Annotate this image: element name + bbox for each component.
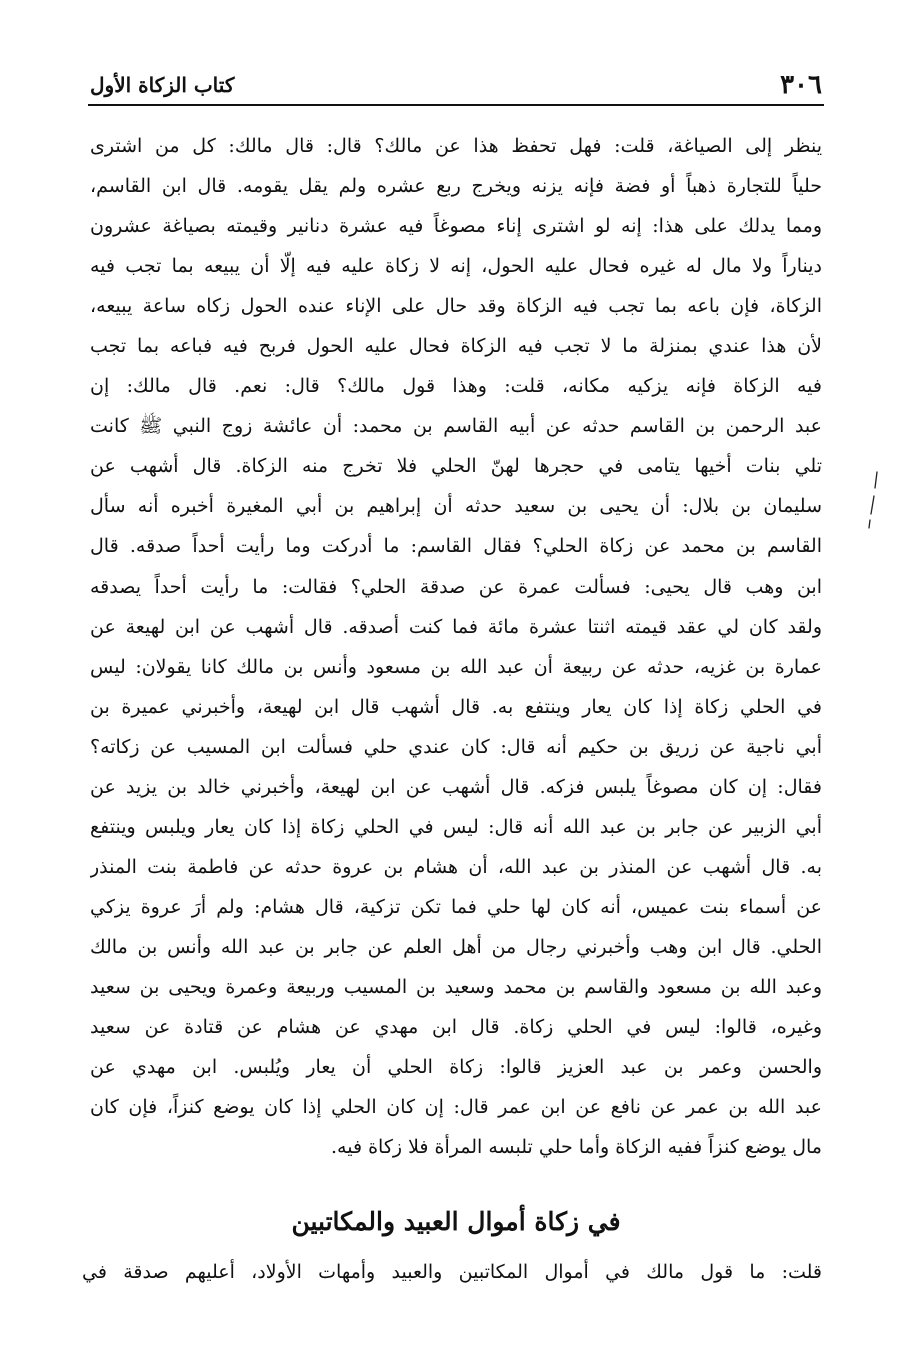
text-line: عن أسماء بنت عميس، أنه كان لها حلي فما تكن تزكية، قال هشام: ولم أرَ عروة يزكي	[90, 895, 822, 918]
text-line: وعبد الله بن مسعود والقاسم بن محمد وسعيد بن المسيب وربيعة وعمرة ويحيى بن سعيد	[90, 975, 822, 998]
page-number: ٣٠٦	[780, 70, 822, 100]
body-text	[90, 126, 822, 1167]
text-line: الزكاة، فإن باعه بما تجب فيه الزكاة وقد حال على الإناء عنده الحول زكاه ساعة يبيعه،	[90, 295, 822, 318]
text-line: والحسن وعمر بن عبد العزيز قالوا: زكاة الحلي أن يعار ويُلبس. ابن مهدي عن	[90, 1056, 822, 1079]
text-line: ديناراً ولا مال له غيره فحال عليه الحول، إنه لا زكاة عليه فيه إلّا أن يبيعه بما تجب فيه	[90, 255, 822, 278]
section-heading: في زكاة أموال العبيد والمكاتبين	[291, 1207, 621, 1236]
text-line: عبد الرحمن بن القاسم حدثه عن أبيه القاسم بن محمد: أن عائشة زوج النبي ﷺ كانت	[90, 415, 822, 438]
header-divider	[88, 104, 824, 106]
text-line: حلياً للتجارة ذهباً أو فضة فإنه يزنه ويخرج ربع عشره ولم يقل يقومه. قال ابن القاسم،	[90, 175, 822, 198]
text-line: ابن وهب قال يحيى: فسألت عمرة عن صدقة الحلي؟ فقالت: ما رأيت أحداً يصدقه	[90, 575, 822, 598]
text-line: عمارة بن غزيه، حدثه عن ربيعة أن عبد الله بن مسعود وأنس بن مالك كانا يقولان: ليس	[90, 655, 822, 678]
text-line: فيه الزكاة فإنه يزكيه مكانه، قلت: وهذا قول مالك؟ قال: نعم. قال مالك: إن	[90, 375, 822, 398]
text-line: قلت: ما قول مالك في أموال المكاتبين والعبيد وأمهات الأولاد، أعليهم صدقة في	[82, 1261, 822, 1283]
text-line: القاسم بن محمد عن زكاة الحلي؟ فقال القاسم: ما أدركت وما رأيت أحداً صدقه. قال	[90, 535, 822, 558]
text-line: عبد الله بن عمر عن نافع عن ابن عمر قال: إن كان الحلي إذا كان يوضع كنزاً، فإن كان	[90, 1096, 822, 1119]
text-line: الحلي. قال ابن وهب وأخبرني رجال من أهل العلم عن جابر بن عبد الله وأنس بن مالك	[90, 935, 822, 958]
text-line: وغيره، قالوا: ليس في الحلي زكاة. قال ابن مهدي عن هشام عن قتادة عن سعيد	[90, 1016, 822, 1039]
text-line: في الحلي زكاة إذا كان يعار وينتفع به. قال أشهب قال ابن لهيعة، وأخبرني عميرة بن	[90, 695, 822, 718]
text-line: أبي ناجية عن زريق بن حكيم أنه قال: كان عندي حلي فسألت ابن المسيب عن زكاته؟	[90, 735, 822, 758]
text-line: ينظر إلى الصياغة، قلت: فهل تحفظ هذا عن مالك؟ قال: قال مالك: كل من اشترى	[90, 135, 822, 157]
text-line: أبي الزبير عن جابر بن عبد الله أنه قال: ليس في الحلي زكاة إذا كان يعار ويلبس وينتفع	[90, 815, 822, 838]
text-line: مال يوضع كنزاً ففيه الزكاة وأما حلي تلبسه المرأة فلا زكاة فيه.	[331, 1136, 822, 1159]
text-line: ولقد كان لي عقد قيمته اثنتا عشرة مائة فما كنت أصدقه. قال أشهب عن ابن لهيعة عن	[90, 615, 822, 638]
text-line: لأن هذا عندي بمنزلة ما لا تجب فيه الزكاة فحال عليه الحول فربح فيه فباعه بما تجب	[90, 335, 822, 358]
text-line: تلي بنات أخيها يتامى في حجرها لهنّ الحلي فلا تخرج منه الزكاة. قال أشهب عن	[90, 455, 822, 478]
text-line: سليمان بن بلال: أن يحيى بن سعيد حدثه أن إبراهيم بن أبي المغيرة أخبره أنه سأل	[90, 495, 822, 518]
running-head	[90, 68, 822, 102]
text-line: فقال: إن كان مصوغاً يلبس فزكه. قال أشهب عن ابن لهيعة، وأخبرني خالد بن يزيد عن	[90, 775, 822, 798]
margin-pencil-mark	[866, 470, 880, 530]
text-line: ومما يدلك على هذا: إنه لو اشترى إناء مصوغاً فيه عشرة دنانير وقيمته بصياغة عشرون	[90, 215, 822, 238]
text-line: به. قال أشهب عن المنذر بن عبد الله، أن هشام بن عروة حدثه عن فاطمة بنت المنذر	[90, 855, 822, 878]
book-title: كتاب الزكاة الأول	[90, 73, 235, 97]
